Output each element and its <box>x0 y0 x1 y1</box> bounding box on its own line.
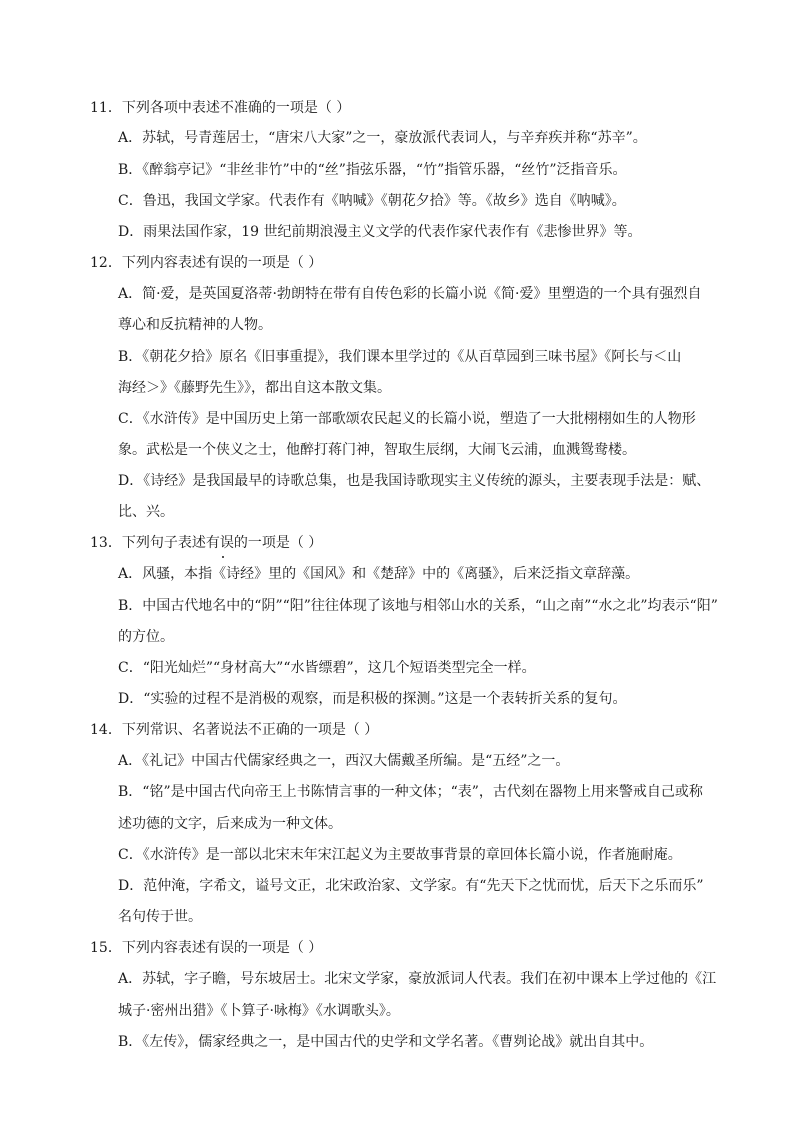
question-15-option-b: B．《左传》，儒家经典之一，是中国古代的史学和文学名著。《曹刿论战》就出自其中。 <box>118 1034 654 1050</box>
question-13-option-d: D．“实验的过程不是消极的观察，而是积极的探测。”这是一个表转折关系的复句。 <box>118 691 627 707</box>
question-14-stem: 14．下列常识、名著说法不正确的一项是（ ） <box>90 722 379 738</box>
question-13-stem: 13．下列句子表述有误的一项是（ ） <box>90 535 323 551</box>
question-12-option-c-cont: 象。武松是一个侠义之士，他醉打蒋门神，智取生辰纲，大闹飞云浦，血溅鸳鸯楼。 <box>118 442 636 458</box>
question-11-option-d: D．雨果法国作家，19 世纪前期浪漫主义文学的代表作家代表作有《悲惨世界》等。 <box>118 224 642 240</box>
question-13-option-b: B．中国古代地名中的“阴”“阳”往往体现了该地与相邻山水的关系，“山之南”“水之北”均表示“阳” <box>118 598 718 614</box>
question-13-option-b-cont: 的方位。 <box>118 629 174 645</box>
question-11-option-b: B．《醉翁亭记》“非丝非竹”中的“丝”指弦乐器，“竹”指管乐器，“丝竹”泛指音乐。 <box>118 162 627 178</box>
question-14-option-c: C．《水浒传》是一部以北宋末年宋江起义为主要故事背景的章回体长篇小说，作者施耐庵。 <box>118 847 682 863</box>
question-14-option-d-cont: 名句传于世。 <box>118 909 202 925</box>
question-11-option-c: C．鲁迅，我国文学家。代表作有《呐喊》《朝花夕拾》等。《故乡》选自《呐喊》。 <box>118 193 626 209</box>
question-12-option-b: B．《朝花夕拾》原名《旧事重提》，我们课本里学过的《从百草园到三味书屋》《阿长与＜山 <box>118 349 682 365</box>
question-15-option-a-cont: 城子·密州出猎》《卜算子·咏梅》《水调歌头》。 <box>118 1003 400 1019</box>
question-14-option-a: A．《礼记》中国古代儒家经典之一，西汉大儒戴圣所编。是“五经”之一。 <box>118 753 570 769</box>
question-13-option-c: C．“阳光灿烂”“身材高大”“水皆缥碧”，这几个短语类型完全一样。 <box>118 660 536 676</box>
question-12-option-a-cont: 尊心和反抗精神的人物。 <box>118 317 272 333</box>
question-12-option-c: C．《水浒传》是中国历史上第一部歌颂农民起义的长篇小说，塑造了一大批栩栩如生的人物形 <box>118 411 696 427</box>
question-12-option-d-cont: 比、兴。 <box>118 504 174 520</box>
question-14-option-d: D．范仲淹，字希文，谥号文正，北宋政治家、文学家。有“先天下之忧而忧，后天下之乐而乐” <box>118 878 704 894</box>
question-11-option-a: A．苏轼，号青莲居士，“唐宋八大家”之一，豪放派代表词人，与辛弃疾并称“苏辛”。 <box>118 130 647 146</box>
question-12-stem: 12．下列内容表述有误的一项是（ ） <box>90 255 323 271</box>
question-15-stem: 15．下列内容表述有误的一项是（ ） <box>90 940 323 956</box>
question-12-option-b-cont: 海经＞》《藤野先生》》，都出自这本散文集。 <box>118 380 391 396</box>
question-12-option-a: A．简·爱，是英国夏洛蒂·勃朗特在带有自传色彩的长篇小说《简·爱》里塑造的一个具有强烈自 <box>118 286 702 302</box>
question-11-stem: 11．下列各项中表述不准确的一项是（ ） <box>90 100 351 116</box>
question-12-option-d: D．《诗经》是我国最早的诗歌总集，也是我国诗歌现实主义传统的源头，主要表现手法是：赋、 <box>118 473 711 489</box>
emphasis-dot <box>222 556 224 558</box>
question-15-option-a: A．苏轼，字子瞻，号东坡居士。北宋文学家，豪放派词人代表。我们在初中课本上学过他的《江 <box>118 971 717 987</box>
question-14-option-b-cont: 述功德的文字，后来成为一种文体。 <box>118 816 342 832</box>
question-14-option-b: B．“铭”是中国古代向帝王上书陈情言事的一种文体；“表”，古代刻在器物上用来警戒自己或称 <box>118 784 703 800</box>
question-13-option-a: A．风骚，本指《诗经》里的《国风》和《楚辞》中的《离骚》，后来泛指文章辞藻。 <box>118 566 640 582</box>
